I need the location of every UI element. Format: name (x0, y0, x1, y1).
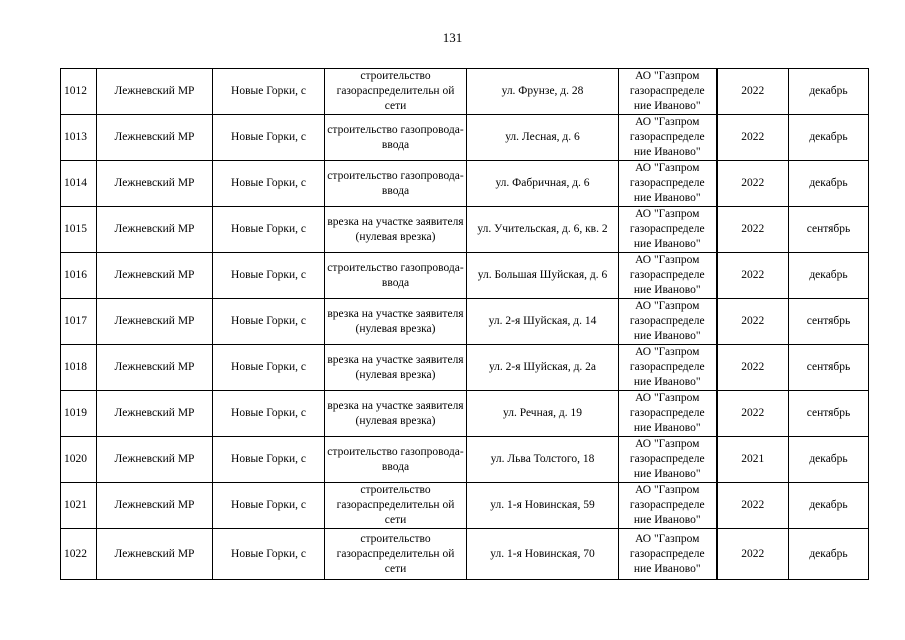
year-cell: 2022 (717, 483, 789, 529)
work-type-cell: строительство газораспределительн ой сети (325, 69, 467, 115)
row-number: 1018 (61, 345, 97, 391)
settlement-cell: Новые Горки, с (213, 345, 325, 391)
row-number: 1021 (61, 483, 97, 529)
organization-cell: АО "Газпром газораспределе ние Иваново" (619, 115, 717, 161)
organization-cell: АО "Газпром газораспределе ние Иваново" (619, 69, 717, 115)
row-number: 1020 (61, 437, 97, 483)
district-cell: Лежневский МР (97, 437, 213, 483)
address-cell: ул. Фабричная, д. 6 (467, 161, 619, 207)
address-cell: ул. 2-я Шуйская, д. 2а (467, 345, 619, 391)
address-cell: ул. Фрунзе, д. 28 (467, 69, 619, 115)
work-type-cell: строительство газораспределительн ой сети (325, 529, 467, 580)
settlement-cell: Новые Горки, с (213, 207, 325, 253)
year-cell: 2022 (717, 253, 789, 299)
address-cell: ул. Большая Шуйская, д. 6 (467, 253, 619, 299)
year-cell: 2022 (717, 115, 789, 161)
table-row (61, 345, 869, 391)
organization-cell: АО "Газпром газораспределе ние Иваново" (619, 437, 717, 483)
month-cell: сентябрь (789, 345, 869, 391)
organization-cell: АО "Газпром газораспределе ние Иваново" (619, 483, 717, 529)
row-number: 1019 (61, 391, 97, 437)
year-cell: 2022 (717, 69, 789, 115)
year-cell: 2022 (717, 391, 789, 437)
settlement-cell: Новые Горки, с (213, 161, 325, 207)
organization-cell: АО "Газпром газораспределе ние Иваново" (619, 253, 717, 299)
row-number: 1012 (61, 69, 97, 115)
work-type-cell: врезка на участке заявителя (нулевая врезка) (325, 391, 467, 437)
row-number: 1014 (61, 161, 97, 207)
district-cell: Лежневский МР (97, 391, 213, 437)
settlement-cell: Новые Горки, с (213, 69, 325, 115)
district-cell: Лежневский МР (97, 483, 213, 529)
settlement-cell: Новые Горки, с (213, 115, 325, 161)
district-cell: Лежневский МР (97, 529, 213, 580)
work-type-cell: врезка на участке заявителя (нулевая врезка) (325, 207, 467, 253)
address-cell: ул. 1-я Новинская, 59 (467, 483, 619, 529)
district-cell: Лежневский МР (97, 345, 213, 391)
district-cell: Лежневский МР (97, 69, 213, 115)
month-cell: декабрь (789, 69, 869, 115)
table-row (61, 529, 869, 580)
page-number: 131 (442, 30, 463, 45)
work-type-cell: врезка на участке заявителя (нулевая врезка) (325, 345, 467, 391)
table-body (61, 69, 869, 580)
settlement-cell: Новые Горки, с (213, 299, 325, 345)
month-cell: декабрь (789, 483, 869, 529)
address-cell: ул. Учительская, д. 6, кв. 2 (467, 207, 619, 253)
work-type-cell: врезка на участке заявителя (нулевая врезка) (325, 299, 467, 345)
row-number: 1013 (61, 115, 97, 161)
organization-cell: АО "Газпром газораспределе ние Иваново" (619, 345, 717, 391)
settlement-cell: Новые Горки, с (213, 529, 325, 580)
month-cell: декабрь (789, 115, 869, 161)
organization-cell: АО "Газпром газораспределе ние Иваново" (619, 161, 717, 207)
month-cell: декабрь (789, 437, 869, 483)
row-number: 1017 (61, 299, 97, 345)
table-row (61, 253, 869, 299)
settlement-cell: Новые Горки, с (213, 391, 325, 437)
work-type-cell: строительство газопровода-ввода (325, 161, 467, 207)
address-cell: ул. 1-я Новинская, 70 (467, 529, 619, 580)
settlement-cell: Новые Горки, с (213, 437, 325, 483)
table-row (61, 161, 869, 207)
year-cell: 2022 (717, 299, 789, 345)
year-cell: 2022 (717, 345, 789, 391)
year-cell: 2021 (717, 437, 789, 483)
table-row (61, 391, 869, 437)
address-cell: ул. Льва Толстого, 18 (467, 437, 619, 483)
month-cell: декабрь (789, 253, 869, 299)
address-cell: ул. Речная, д. 19 (467, 391, 619, 437)
month-cell: сентябрь (789, 391, 869, 437)
district-cell: Лежневский МР (97, 115, 213, 161)
work-type-cell: строительство газопровода-ввода (325, 115, 467, 161)
row-number: 1015 (61, 207, 97, 253)
month-cell: сентябрь (789, 207, 869, 253)
year-cell: 2022 (717, 161, 789, 207)
gasification-table (60, 68, 869, 580)
settlement-cell: Новые Горки, с (213, 253, 325, 299)
table-row (61, 437, 869, 483)
table-row (61, 69, 869, 115)
work-type-cell: строительство газопровода-ввода (325, 437, 467, 483)
year-cell: 2022 (717, 207, 789, 253)
organization-cell: АО "Газпром газораспределе ние Иваново" (619, 299, 717, 345)
address-cell: ул. 2-я Шуйская, д. 14 (467, 299, 619, 345)
table-row (61, 299, 869, 345)
month-cell: сентябрь (789, 299, 869, 345)
organization-cell: АО "Газпром газораспределе ние Иваново" (619, 391, 717, 437)
district-cell: Лежневский МР (97, 253, 213, 299)
district-cell: Лежневский МР (97, 299, 213, 345)
year-cell: 2022 (717, 529, 789, 580)
district-cell: Лежневский МР (97, 207, 213, 253)
row-number: 1022 (61, 529, 97, 580)
table-row (61, 115, 869, 161)
work-type-cell: строительство газопровода-ввода (325, 253, 467, 299)
organization-cell: АО "Газпром газораспределе ние Иваново" (619, 207, 717, 253)
work-type-cell: строительство газораспределительн ой сети (325, 483, 467, 529)
address-cell: ул. Лесная, д. 6 (467, 115, 619, 161)
organization-cell: АО "Газпром газораспределе ние Иваново" (619, 529, 717, 580)
month-cell: декабрь (789, 529, 869, 580)
district-cell: Лежневский МР (97, 161, 213, 207)
table-row (61, 483, 869, 529)
settlement-cell: Новые Горки, с (213, 483, 325, 529)
table-row (61, 207, 869, 253)
row-number: 1016 (61, 253, 97, 299)
month-cell: декабрь (789, 161, 869, 207)
